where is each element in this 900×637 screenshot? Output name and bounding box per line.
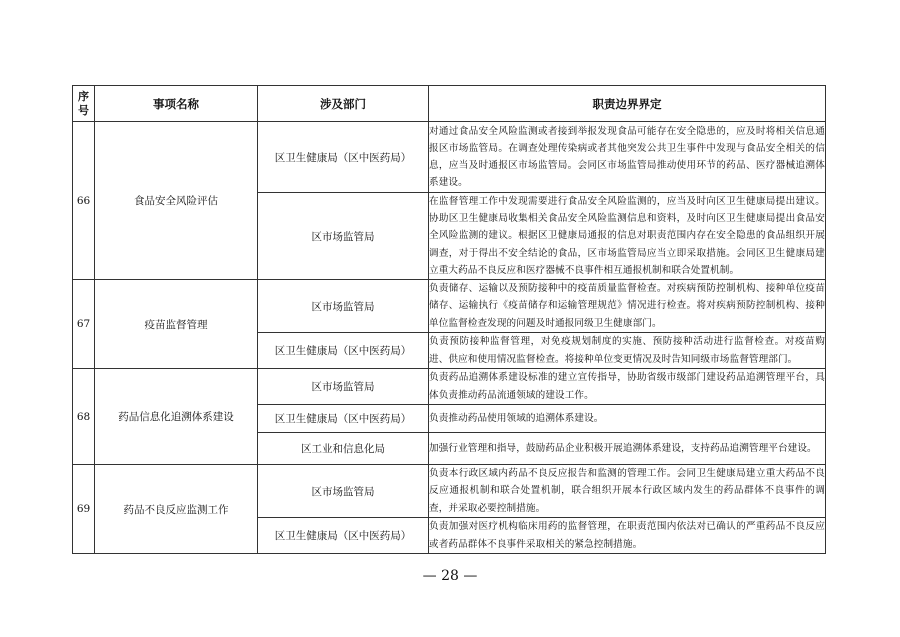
row-duty-text: 对通过食品安全风险监测或者接到举报发现食品可能存在安全隐患的，应及时将相关信息通报区市场监管局。在调查处理传染病或者其他突发公共卫生事件中发现与食品安全相关的信息，应当及时通报区市场监管局。会同区市场监管局推动使用环节的药品、医疗器械追溯体系建设。 [429,122,826,193]
row-department: 区市场监管局 [258,369,429,405]
row-serial-number: 68 [73,369,95,465]
row-department: 区市场监管局 [258,193,429,280]
row-serial-number: 66 [73,122,95,280]
row-item-name: 药品信息化追溯体系建设 [95,369,258,465]
row-department: 区卫生健康局（区中医药局） [258,405,429,433]
row-duty-text: 负责储存、运输以及预防接种中的疫苗质量监督检查。对疾病预防控制机构、接种单位疫苗储存、运输执行《疫苗储存和运输管理规范》情况进行检查。将对疾病预防控制机构、接种单位监督检查发现的问题及时通报同级卫生健康部门。 [429,280,826,333]
row-department: 区卫生健康局（区中医药局） [258,122,429,193]
row-serial-number: 67 [73,280,95,369]
row-department: 区工业和信息化局 [258,433,429,465]
row-duty-text: 负责本行政区域内药品不良反应报告和监测的管理工作。会同卫生健康局建立重大药品不良反应通报机制和联合处置机制，联合组织开展本行政区域内发生的药品群体不良事件的调查，并采取必要控制措施。 [429,465,826,518]
header-item-name: 事项名称 [95,86,258,122]
table-header-row [73,86,826,122]
row-serial-number: 69 [73,465,95,554]
row-item-name: 疫苗监督管理 [95,280,258,369]
header-department: 涉及部门 [258,86,429,122]
row-department: 区市场监管局 [258,280,429,333]
row-department: 区卫生健康局（区中医药局） [258,518,429,554]
row-department: 区市场监管局 [258,465,429,518]
table-row [73,280,826,333]
table-row [73,465,826,518]
row-duty-text: 负责预防接种监督管理，对免疫规划制度的实施、预防接种活动进行监督检查。对疫苗购进、供应和使用情况监督检查。将接种单位变更情况及时告知同级市场监督管理部门。 [429,333,826,369]
header-duty-boundary: 职责边界界定 [429,86,826,122]
row-department: 区卫生健康局（区中医药局） [258,333,429,369]
row-duty-text: 加强行业管理和指导，鼓励药品企业积极开展追溯体系建设，支持药品追溯管理平台建设。 [429,433,826,465]
page-number: — 28 — [422,568,478,584]
row-item-name: 药品不良反应监测工作 [95,465,258,554]
header-serial-number: 序号 [73,86,95,122]
row-duty-text: 负责药品追溯体系建设标准的建立宣传指导，协助省级市级部门建设药品追溯管理平台，具体负责推动药品流通领域的建设工作。 [429,369,826,405]
row-item-name: 食品安全风险评估 [95,122,258,280]
table-row [73,122,826,193]
row-duty-text: 负责推动药品使用领域的追溯体系建设。 [429,405,826,433]
table-row [73,369,826,405]
duty-table [72,85,826,554]
row-duty-text: 在监督管理工作中发现需要进行食品安全风险监测的，应当及时向区卫生健康局提出建议。协助区卫生健康局收集相关食品安全风险监测信息和资料，及时向区卫生健康局提出食品安全风险监测的建议。根据区卫健康局通报的信息对职责范围内存在安全隐患的食品组织开展调查，对于得出不安全结论的食品，区市场监管局应当立即采取措施。会同区卫生健康局建立重大药品不良反应和医疗器械不良事件相互通报机制和联合处置机制。 [429,193,826,280]
row-duty-text: 负责加强对医疗机构临床用药的监督管理，在职责范围内依法对已确认的严重药品不良反应或者药品群体不良事件采取相关的紧急控制措施。 [429,518,826,554]
